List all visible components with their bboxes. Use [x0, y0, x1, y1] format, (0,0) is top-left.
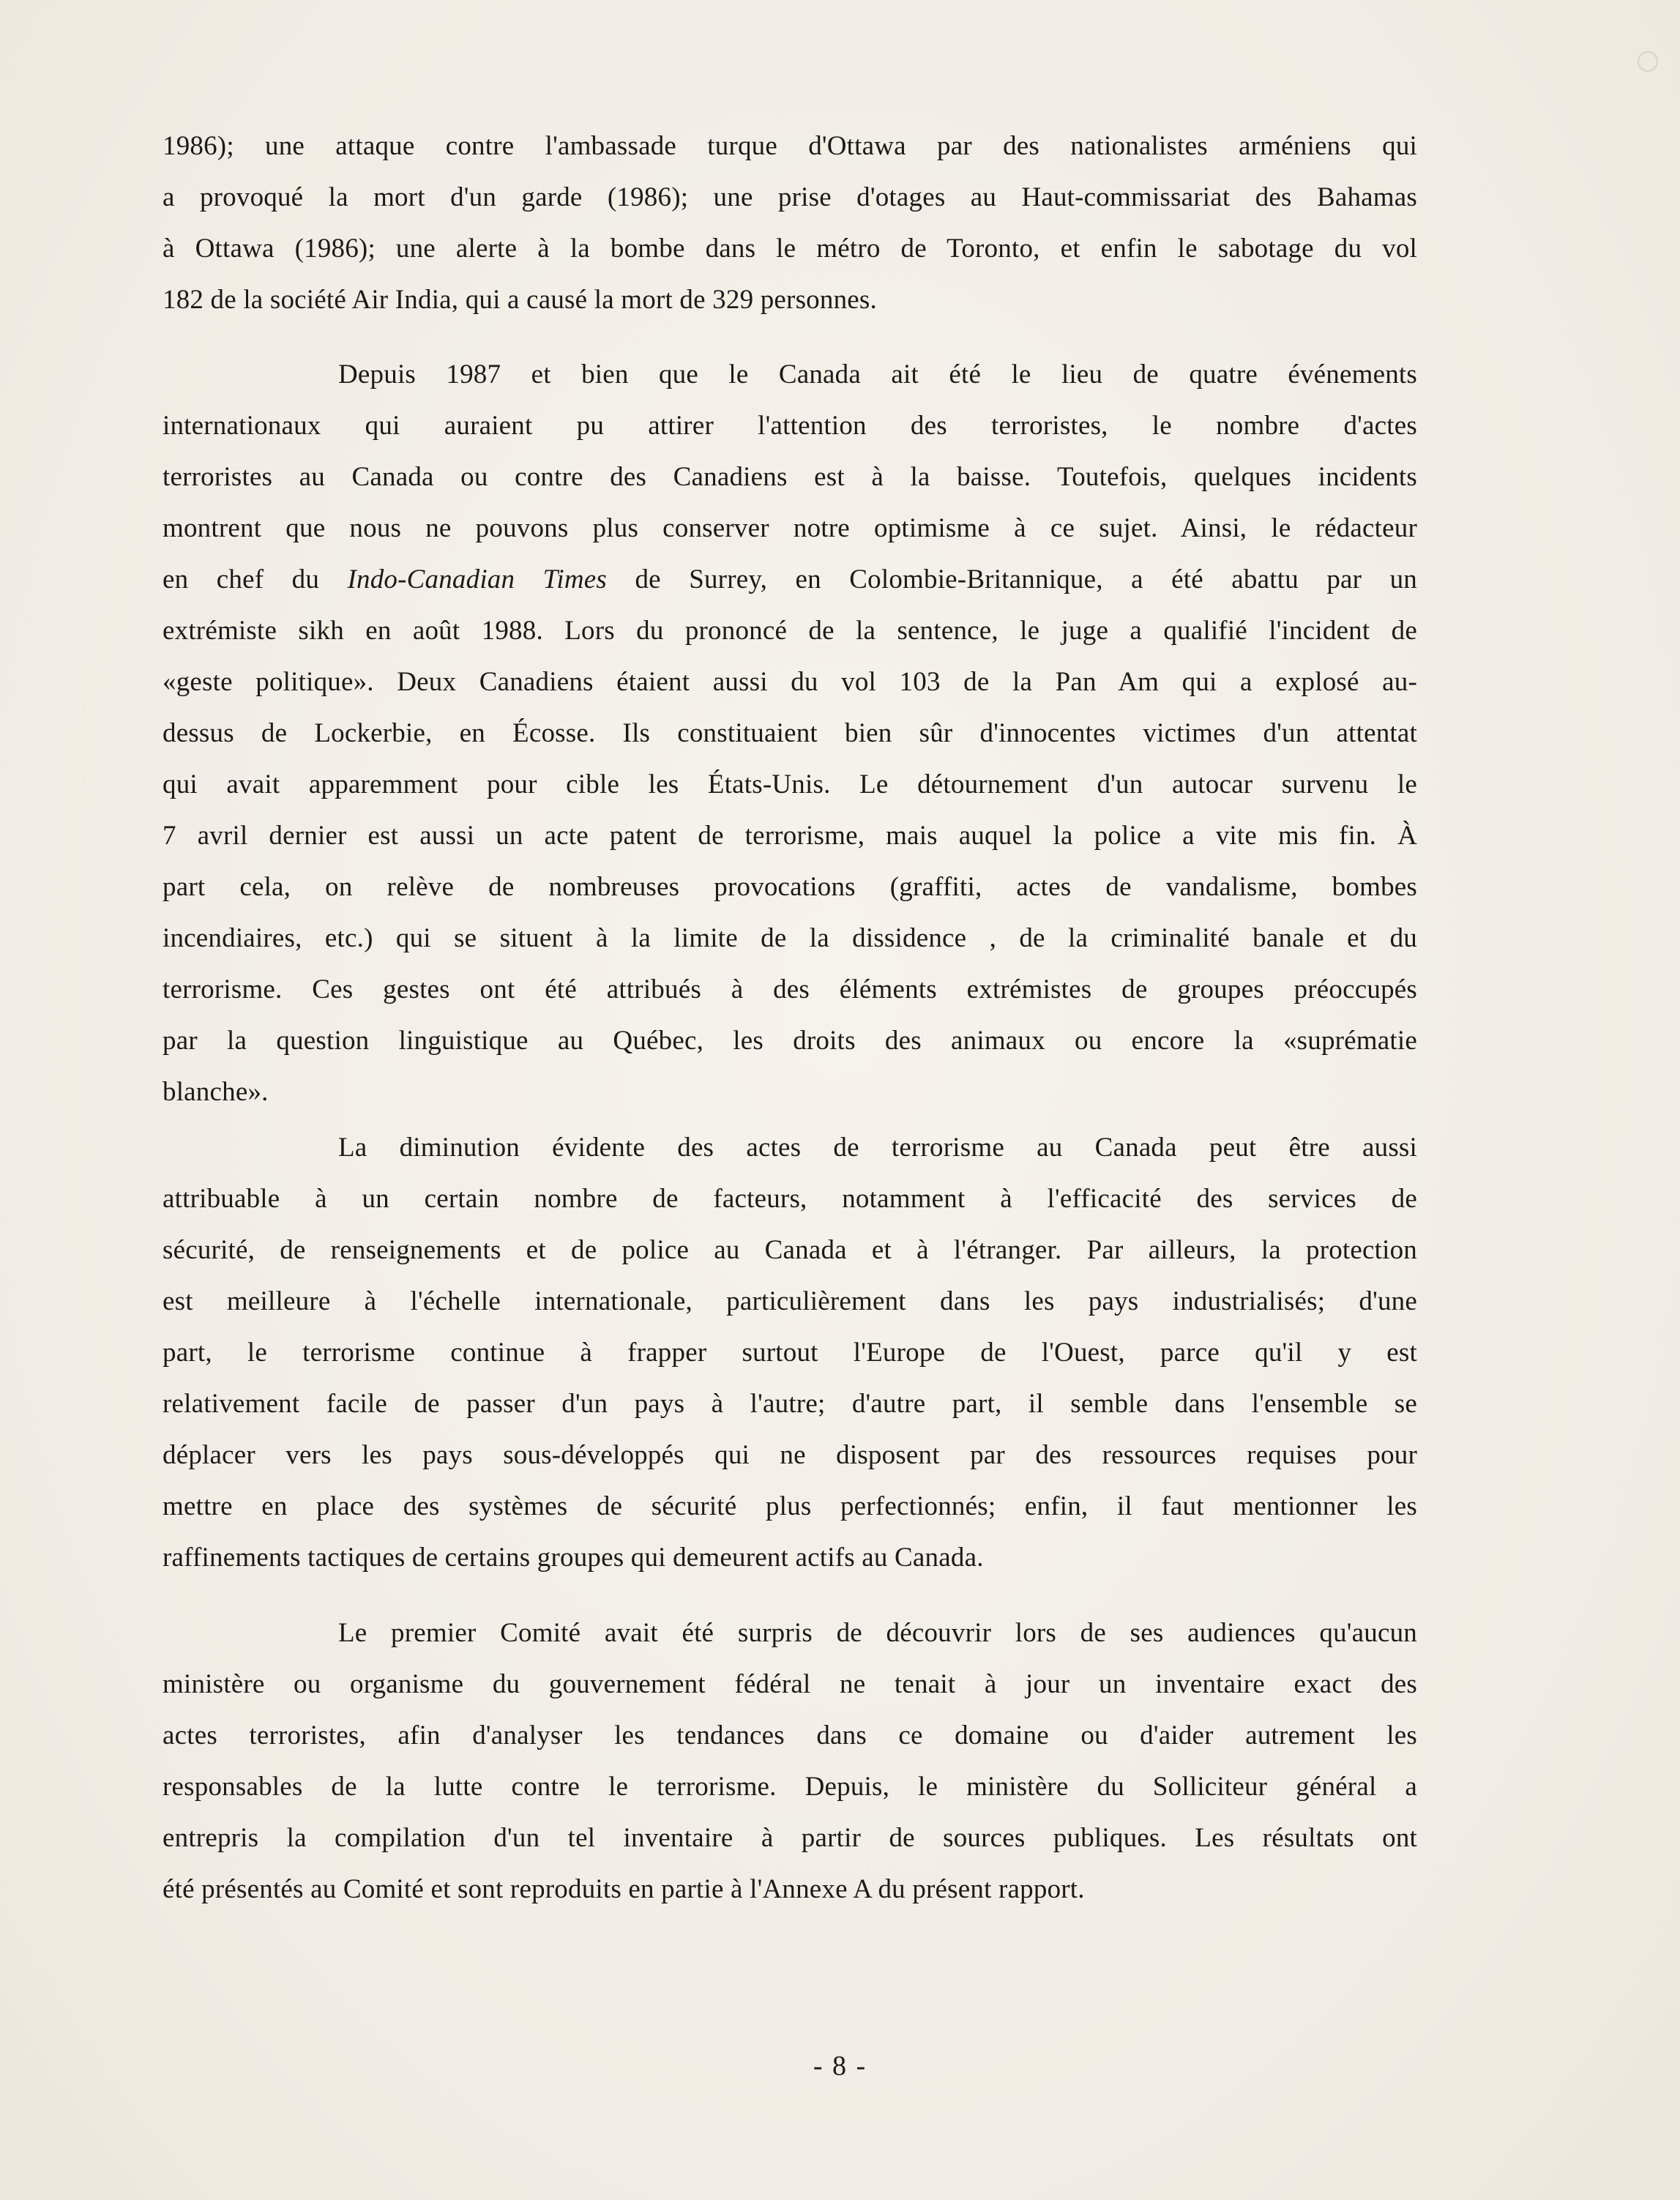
text-line: Le premier Comité avait été surpris de découvrir lors de ses audiences qu'aucun	[338, 1618, 1417, 1648]
text-line: mettre en place des systèmes de sécurité plus perfectionnés; enfin, il faut mentionner les	[163, 1491, 1417, 1521]
paragraph-2	[163, 349, 1417, 1118]
text-line: 7 avril dernier est aussi un acte patent de terrorisme, mais auquel la police a vite mis fin. À	[163, 821, 1417, 851]
text-line: blanche».	[163, 1077, 269, 1107]
text-fragment: de Surrey, en Colombie-Britannique, a été abattu par un	[635, 564, 1418, 594]
text-line: déplacer vers les pays sous-développés qui ne disposent par des ressources requises pour	[163, 1440, 1417, 1470]
text-line: par la question linguistique au Québec, les droits des animaux ou encore la «suprématie	[163, 1026, 1417, 1056]
text-line: incendiaires, etc.) qui se situent à la limite de la dissidence , de la criminalité banale et du	[163, 923, 1417, 953]
text-line: responsables de la lutte contre le terrorisme. Depuis, le ministère du Solliciteur général a	[163, 1772, 1417, 1802]
text-fragment: en chef du	[163, 564, 320, 594]
paragraph-4	[163, 1608, 1417, 1915]
text-line: sécurité, de renseignements et de police au Canada et à l'étranger. Par ailleurs, la protection	[163, 1235, 1417, 1265]
text-line: à Ottawa (1986); une alerte à la bombe dans le métro de Toronto, et enfin le sabotage du vol	[163, 234, 1417, 264]
text-line: «geste politique». Deux Canadiens étaient aussi du vol 103 de la Pan Am qui a explosé au-	[163, 667, 1417, 697]
publication-title: Indo-Canadian Times	[347, 564, 607, 594]
text-line: dessus de Lockerbie, en Écosse. Ils constituaient bien sûr d'innocentes victimes d'un attentat	[163, 718, 1417, 748]
scan-mark-icon	[1638, 51, 1658, 72]
text-line: ministère ou organisme du gouvernement fédéral ne tenait à jour un inventaire exact des	[163, 1669, 1417, 1699]
text-line: entrepris la compilation d'un tel inventaire à partir de sources publiques. Les résultats ont	[163, 1823, 1417, 1853]
page-number: - 8 -	[813, 2051, 867, 2081]
text-line: terroristes au Canada ou contre des Canadiens est à la baisse. Toutefois, quelques incidents	[163, 462, 1417, 492]
text-line: raffinements tactiques de certains groupes qui demeurent actifs au Canada.	[163, 1543, 984, 1573]
text-line: part cela, on relève de nombreuses provocations (graffiti, actes de vandalisme, bombes	[163, 872, 1417, 902]
text-line: terrorisme. Ces gestes ont été attribués à des éléments extrémistes de groupes préoccupés	[163, 974, 1417, 1004]
text-line: est meilleure à l'échelle internationale, particulièrement dans les pays industrialisés; d'une	[163, 1286, 1417, 1316]
text-line: relativement facile de passer d'un pays à l'autre; d'autre part, il semble dans l'ensemble se	[163, 1389, 1417, 1419]
text-line: La diminution évidente des actes de terrorisme au Canada peut être aussi	[338, 1133, 1417, 1163]
text-line: 182 de la société Air India, qui a causé la mort de 329 personnes.	[163, 285, 877, 315]
text-line: part, le terrorisme continue à frapper surtout l'Europe de l'Ouest, parce qu'il y est	[163, 1338, 1417, 1368]
text-line: a provoqué la mort d'un garde (1986); une prise d'otages au Haut-commissariat des Bahamas	[163, 182, 1417, 212]
text-line: extrémiste sikh en août 1988. Lors du prononcé de la sentence, le juge a qualifié l'incident de	[163, 616, 1417, 646]
text-line: 1986); une attaque contre l'ambassade turque d'Ottawa par des nationalistes arméniens qui	[163, 131, 1417, 161]
text-line: été présentés au Comité et sont reproduits en partie à l'Annexe A du présent rapport.	[163, 1874, 1085, 1904]
paragraph-1	[163, 121, 1417, 326]
paragraph-3	[163, 1122, 1417, 1584]
text-line: actes terroristes, afin d'analyser les tendances dans ce domaine ou d'aider autrement les	[163, 1720, 1417, 1750]
text-line: montrent que nous ne pouvons plus conserver notre optimisme à ce sujet. Ainsi, le rédacteur	[163, 513, 1417, 543]
text-line: attribuable à un certain nombre de facteurs, notamment à l'efficacité des services de	[163, 1184, 1417, 1214]
text-line-with-title	[163, 554, 1417, 605]
text-line: Depuis 1987 et bien que le Canada ait été le lieu de quatre événements	[338, 359, 1417, 389]
text-line: qui avait apparemment pour cible les États-Unis. Le détournement d'un autocar survenu le	[163, 769, 1417, 799]
text-line: internationaux qui auraient pu attirer l'attention des terroristes, le nombre d'actes	[163, 411, 1417, 441]
